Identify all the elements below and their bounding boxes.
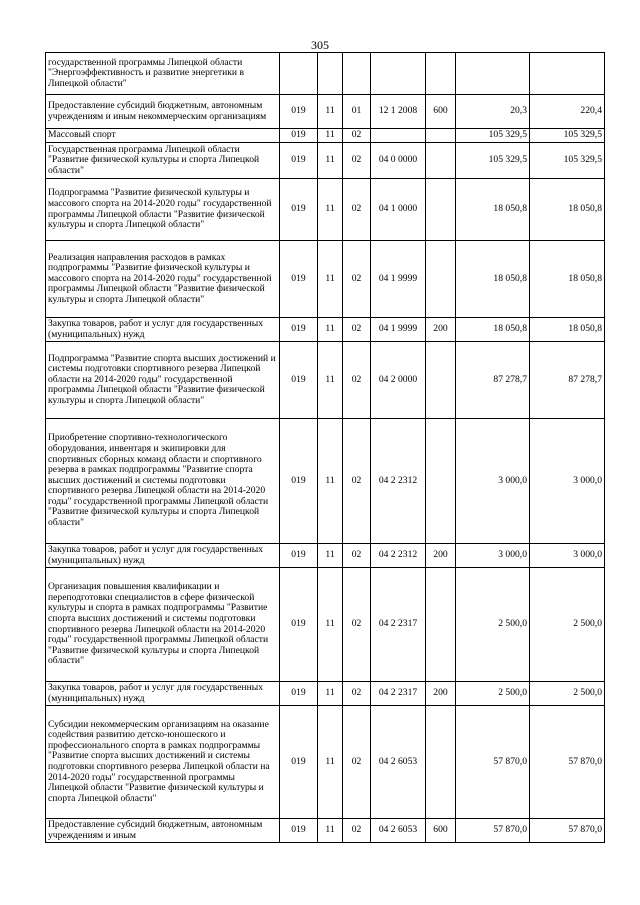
row-razd: 11 [318, 682, 343, 706]
row-cs: 04 2 2317 [371, 568, 426, 682]
row-cs: 04 2 2312 [371, 544, 426, 568]
row-razd: 11 [318, 143, 343, 179]
row-cs [371, 129, 426, 143]
table-row [46, 819, 605, 843]
row-sum1: 57 870,0 [456, 819, 530, 843]
table-row [46, 53, 605, 95]
table-row [46, 143, 605, 179]
row-sum2: 105 329,5 [530, 129, 605, 143]
row-name: Предоставление субсидий бюджетным, автономным учреждениям и иным некоммерческим организациям [46, 95, 280, 129]
row-ved: 019 [280, 143, 318, 179]
table-row [46, 568, 605, 682]
row-name: Приобретение спортивно-технологического оборудования, инвентаря и экипировки для спортивных сборных команд области и спортивного резерва в рамках подпрограммы "Развитие спорта высших достижений и системы подготовки спортивного резерва Липецкой области на 2014-2020 годы" государственной программы Липецкой области "Развитие физической культуры и спорта Липецкой области" [46, 419, 280, 544]
row-podr: 02 [343, 129, 371, 143]
row-podr: 02 [343, 342, 371, 419]
row-cs [371, 53, 426, 95]
budget-table [45, 52, 605, 843]
row-cs: 04 2 2317 [371, 682, 426, 706]
row-vr: 600 [426, 95, 456, 129]
row-razd: 11 [318, 706, 343, 819]
row-sum1: 2 500,0 [456, 568, 530, 682]
row-name: Закупка товаров, работ и услуг для государственных (муниципальных) нужд [46, 544, 280, 568]
row-vr [426, 342, 456, 419]
row-name: Закупка товаров, работ и услуг для государственных (муниципальных) нужд [46, 318, 280, 342]
row-cs: 12 1 2008 [371, 95, 426, 129]
row-sum2: 220,4 [530, 95, 605, 129]
row-podr: 02 [343, 544, 371, 568]
row-sum2: 57 870,0 [530, 819, 605, 843]
row-cs: 04 2 2312 [371, 419, 426, 544]
row-vr: 600 [426, 819, 456, 843]
row-vr [426, 179, 456, 241]
row-name: Субсидии некоммерческим организациям на оказание содействия развитию детско-юношеского и профессионального спорта в рамках подпрограммы "Развитие спорта высших достижений и системы подготовки спортивного резерва Липецкой области на 2014-2020 годы" государственной программы Липецкой области "Развитие физической культуры и спорта Липецкой области" [46, 706, 280, 819]
row-sum1: 57 870,0 [456, 706, 530, 819]
page-number: 305 [311, 38, 329, 52]
row-name: Реализация направления расходов в рамках подпрограммы "Развитие физической культуры и массового спорта на 2014-2020 годы" государственной программы Липецкой области "Развитие физической культуры и спорта Липецкой области" [46, 241, 280, 318]
row-razd [318, 53, 343, 95]
row-ved: 019 [280, 544, 318, 568]
row-sum2: 87 278,7 [530, 342, 605, 419]
table-row [46, 544, 605, 568]
row-ved: 019 [280, 682, 318, 706]
row-razd: 11 [318, 819, 343, 843]
row-vr [426, 53, 456, 95]
row-podr: 02 [343, 706, 371, 819]
row-ved: 019 [280, 819, 318, 843]
row-sum1: 87 278,7 [456, 342, 530, 419]
row-vr [426, 129, 456, 143]
row-sum2 [530, 53, 605, 95]
row-razd: 11 [318, 568, 343, 682]
table-row [46, 179, 605, 241]
row-vr [426, 568, 456, 682]
row-podr: 02 [343, 241, 371, 318]
row-cs: 04 0 0000 [371, 143, 426, 179]
row-sum1: 18 050,8 [456, 179, 530, 241]
row-cs: 04 1 9999 [371, 318, 426, 342]
table-row [46, 682, 605, 706]
table-row [46, 342, 605, 419]
row-podr: 02 [343, 682, 371, 706]
row-vr [426, 706, 456, 819]
row-ved: 019 [280, 318, 318, 342]
row-podr: 02 [343, 419, 371, 544]
row-vr: 200 [426, 544, 456, 568]
row-ved: 019 [280, 706, 318, 819]
row-vr: 200 [426, 682, 456, 706]
row-podr: 02 [343, 143, 371, 179]
row-razd: 11 [318, 129, 343, 143]
row-podr: 02 [343, 179, 371, 241]
row-cs: 04 1 0000 [371, 179, 426, 241]
table-row [46, 95, 605, 129]
row-ved: 019 [280, 241, 318, 318]
row-sum1: 3 000,0 [456, 419, 530, 544]
row-sum1: 105 329,5 [456, 129, 530, 143]
row-vr [426, 241, 456, 318]
row-cs: 04 2 6053 [371, 819, 426, 843]
row-razd: 11 [318, 241, 343, 318]
row-razd: 11 [318, 342, 343, 419]
row-ved: 019 [280, 419, 318, 544]
table-row [46, 419, 605, 544]
row-podr: 02 [343, 819, 371, 843]
row-cs: 04 1 9999 [371, 241, 426, 318]
table-row [46, 129, 605, 143]
row-name: Предоставление субсидий бюджетным, автономным учреждениям и иным [46, 819, 280, 843]
row-ved [280, 53, 318, 95]
row-sum2: 57 870,0 [530, 706, 605, 819]
row-sum2: 2 500,0 [530, 568, 605, 682]
row-sum2: 3 000,0 [530, 544, 605, 568]
row-name: Подпрограмма "Развитие спорта высших достижений и системы подготовки спортивного резерва Липецкой области на 2014-2020 годы" государственной программы Липецкой области "Развитие физической культуры и спорта Липецкой области" [46, 342, 280, 419]
row-sum1: 3 000,0 [456, 544, 530, 568]
row-podr: 02 [343, 568, 371, 682]
row-name: Подпрограмма "Развитие физической культуры и массового спорта на 2014-2020 годы" государственной программы Липецкой области "Развитие физической культуры и спорта Липецкой области" [46, 179, 280, 241]
row-razd: 11 [318, 544, 343, 568]
table-row [46, 706, 605, 819]
row-cs: 04 2 6053 [371, 706, 426, 819]
row-sum1: 105 329,5 [456, 143, 530, 179]
row-sum1: 20,3 [456, 95, 530, 129]
row-name: Государственная программа Липецкой области "Развитие физической культуры и спорта Липецкой области" [46, 143, 280, 179]
row-name: Организация повышения квалификации и переподготовки специалистов в сфере физической культуры и спорта в рамках подпрограммы "Развитие спорта высших достижений и системы подготовки спортивного резерва Липецкой области на 2014-2020 годы" государственной программы Липецкой области "Развитие физической культуры и спорта Липецкой области" [46, 568, 280, 682]
row-sum1: 18 050,8 [456, 318, 530, 342]
table-row [46, 241, 605, 318]
row-sum2: 18 050,8 [530, 318, 605, 342]
row-razd: 11 [318, 179, 343, 241]
row-sum2: 105 329,5 [530, 143, 605, 179]
row-cs: 04 2 0000 [371, 342, 426, 419]
row-sum2: 18 050,8 [530, 241, 605, 318]
row-razd: 11 [318, 318, 343, 342]
row-razd: 11 [318, 419, 343, 544]
row-vr: 200 [426, 318, 456, 342]
row-vr [426, 419, 456, 544]
row-podr: 01 [343, 95, 371, 129]
row-sum1: 2 500,0 [456, 682, 530, 706]
row-podr [343, 53, 371, 95]
row-name: Массовый спорт [46, 129, 280, 143]
row-sum2: 18 050,8 [530, 179, 605, 241]
row-name: государственной программы Липецкой области "Энергоэффективность и развитие энергетики в Липецкой области" [46, 53, 280, 95]
row-ved: 019 [280, 179, 318, 241]
row-ved: 019 [280, 129, 318, 143]
row-sum2: 3 000,0 [530, 419, 605, 544]
row-ved: 019 [280, 342, 318, 419]
row-name: Закупка товаров, работ и услуг для государственных (муниципальных) нужд [46, 682, 280, 706]
row-podr: 02 [343, 318, 371, 342]
row-ved: 019 [280, 568, 318, 682]
row-razd: 11 [318, 95, 343, 129]
row-sum1: 18 050,8 [456, 241, 530, 318]
row-sum1 [456, 53, 530, 95]
row-vr [426, 143, 456, 179]
row-ved: 019 [280, 95, 318, 129]
table-row [46, 318, 605, 342]
row-sum2: 2 500,0 [530, 682, 605, 706]
